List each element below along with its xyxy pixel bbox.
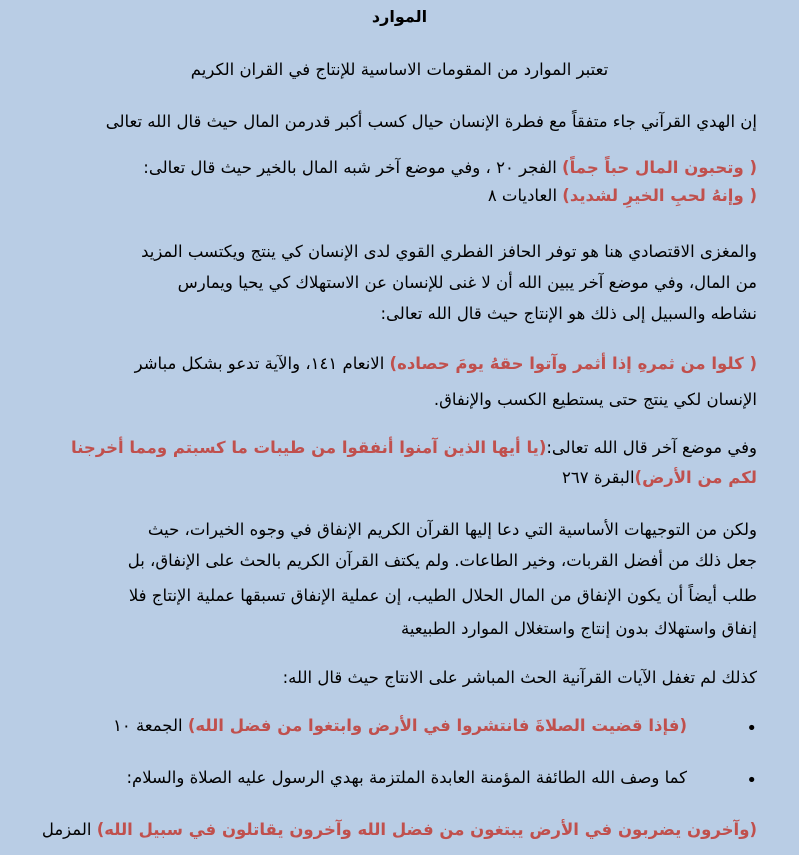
paragraph-3-line-1: والمغزى الاقتصادي هنا هو توفر الحافز الفطري القوي لدى الإنسان كي ينتج ويكتسب المزيد bbox=[141, 242, 757, 261]
paragraph-2-line-2 bbox=[488, 188, 757, 205]
paragraph-6-line-4: إنفاق واستهلاك بدون إنتاج واستغلال الموارد الطبيعية bbox=[400, 619, 757, 638]
paragraph-5-line-1 bbox=[71, 440, 757, 457]
verse-reference: العاديات ٨ bbox=[487, 186, 563, 205]
quran-quote: (وآخرون يضربون في الأرض يبتغون من فضل الله وآخرون يقاتلون في سبيل الله) bbox=[96, 820, 757, 839]
quran-quote: (يا أيها الذين آمنوا أنفقوا من طيبات ما كسبتم ومما أخرجنا bbox=[71, 438, 547, 457]
paragraph-2-line-1 bbox=[143, 160, 757, 177]
paragraph-6-line-1: ولكن من التوجيهات الأساسية التي دعا إليها القرآن الكريم الإنفاق في وجوه الخيرات، حيث bbox=[147, 520, 757, 539]
bullet-item-1 bbox=[113, 718, 687, 735]
paragraph-1-line-1: إن الهدي القرآني جاء متفقاً مع فطرة الإنسان حيال كسب أكبر قدرمن المال حيث قال الله تعالى bbox=[105, 112, 757, 131]
paragraph-6-line-2: جعل ذلك من أفضل القربات، وخير الطاعات. ولم يكتف القرآن الكريم بالحث على الإنفاق، بل bbox=[127, 551, 757, 570]
verse-reference: البقرة ٢٦٧ bbox=[562, 468, 635, 487]
quran-quote: ( وتحبون المال حباً جماً) bbox=[562, 158, 757, 177]
paragraph-6-line-3: طلب أيضاً أن يكون الإنفاق من المال الحلال الطيب، إن عملية الإنفاق تسبقها عملية الإنتاج فلا bbox=[128, 586, 757, 605]
quran-quote: ( كلوا من ثمرهِ إذا أثمر وآتوا حقهُ يومَ حصاده) bbox=[389, 354, 757, 373]
paragraph-3-line-2: من المال، وفي موضع آخر يبين الله أن لا غنى للإنسان عن الاستهلاك كي يحيا ويمارس bbox=[177, 273, 757, 292]
verse-reference: المزمل bbox=[41, 820, 97, 839]
paragraph-8-line-1 bbox=[42, 822, 757, 839]
paragraph-3-line-3: نشاطه والسبيل إلى ذلك هو الإنتاج حيث قال الله تعالى: bbox=[380, 304, 757, 323]
bullet-item-2: كما وصف الله الطائفة المؤمنة العابدة الملتزمة بهدي الرسول عليه الصلاة والسلام: bbox=[126, 768, 687, 787]
paragraph-4-line-2: الإنسان لكي ينتج حتى يستطيع الكسب والإنفاق. bbox=[433, 390, 757, 409]
bullet-icon: • bbox=[746, 770, 757, 791]
bullet-icon: • bbox=[746, 718, 757, 739]
verse-reference: الجمعة ١٠ bbox=[112, 716, 188, 735]
page-title: الموارد bbox=[371, 7, 428, 26]
quran-quote: لكم من الأرض) bbox=[634, 468, 757, 487]
quran-quote: ( وإنهُ لحبِ الخيرِ لشديد) bbox=[562, 186, 757, 205]
verse-reference: الفجر ٢٠ ، وفي موضع آخر شبه المال بالخير حيث قال تعالى: bbox=[143, 158, 563, 177]
paragraph-5-line-2 bbox=[562, 470, 757, 487]
intro-text: وفي موضع آخر قال الله تعالى: bbox=[546, 438, 757, 457]
quran-quote: (فإذا قضيت الصلاةَ فانتشروا في الأرض وابتغوا من فضل الله) bbox=[187, 716, 687, 735]
paragraph-7-line-1: كذلك لم تغفل الآيات القرآنية الحث المباشر على الانتاج حيث قال الله: bbox=[282, 668, 757, 687]
subtitle: تعتبر الموارد من المقومات الاساسية للإنتاج في القران الكريم bbox=[190, 60, 609, 79]
paragraph-4-line-1 bbox=[135, 356, 757, 373]
verse-reference: الانعام ١٤١، والآية تدعو بشكل مباشر bbox=[134, 354, 390, 373]
